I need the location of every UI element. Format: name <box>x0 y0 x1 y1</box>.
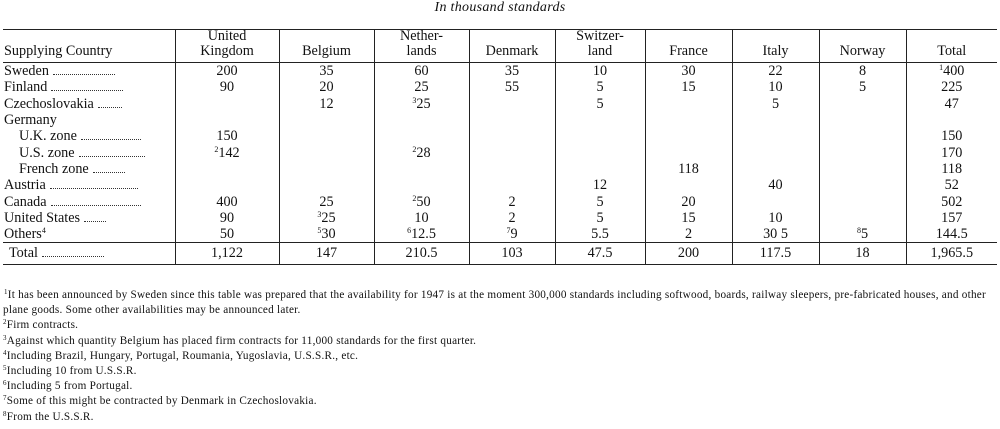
cell-value: 20 <box>319 79 334 96</box>
value-cell-it <box>732 112 819 128</box>
value-cell-ch <box>555 79 645 95</box>
cell-value: 150 <box>941 128 963 145</box>
value-cell-total <box>906 144 997 160</box>
table-subtitle: In thousand standards <box>434 0 566 15</box>
value-cell-nl <box>374 161 469 177</box>
country-cell <box>3 63 175 80</box>
footnote-text: Including Brazil, Hungary, Portugal, Roumania, Yugoslavia, U.S.S.R., etc. <box>6 349 359 362</box>
footnote-marker: 5 <box>317 226 322 236</box>
value-cell-uk <box>175 243 279 264</box>
cell-value: 1,965.5 <box>930 245 974 262</box>
cell-value: 55 <box>504 79 520 96</box>
dot-leader <box>51 196 141 206</box>
footnote-marker: 2 <box>214 144 219 154</box>
footnote <box>3 364 997 379</box>
footnote <box>3 288 997 318</box>
value-cell-uk <box>175 96 279 112</box>
cell-value: 60 <box>414 63 429 80</box>
country-cell <box>3 79 175 95</box>
cell-value: 2 <box>684 226 693 243</box>
dot-leader <box>98 98 122 108</box>
dot-leader <box>93 163 125 173</box>
country-name: Finland <box>4 79 48 96</box>
value-cell-ch <box>555 96 645 112</box>
cell-value: 35 <box>319 63 334 80</box>
value-cell-total <box>906 210 997 226</box>
value-cell-no <box>819 243 906 264</box>
footnote <box>3 379 997 394</box>
value-cell-no <box>819 79 906 95</box>
value-cell-dk <box>469 210 555 226</box>
footnote-text: From the U.S.S.R. <box>6 410 94 423</box>
cell-value: 9 <box>510 226 518 243</box>
value-cell-fr <box>645 210 732 226</box>
value-cell-uk <box>175 79 279 95</box>
value-cell-no <box>819 193 906 209</box>
value-cell-ch <box>555 210 645 226</box>
value-cell-ch <box>555 193 645 209</box>
value-cell-uk <box>175 112 279 128</box>
footnote-text: Some of this might be contracted by Denmark in Czechoslovakia. <box>6 395 317 408</box>
cell-value: 47 <box>944 95 959 112</box>
value-cell-ch <box>555 161 645 177</box>
cell-value: 90 <box>219 79 235 96</box>
value-cell-ch <box>555 63 645 80</box>
cell-value: 5 <box>596 95 604 112</box>
cell-value: 8 <box>858 63 867 80</box>
cell-value: 90 <box>219 209 235 226</box>
value-cell-uk <box>175 161 279 177</box>
footnote <box>3 318 997 333</box>
value-cell-fr <box>645 112 732 128</box>
value-cell-uk <box>175 63 279 80</box>
value-cell-total <box>906 193 997 209</box>
value-cell-it <box>732 144 819 160</box>
value-cell-total <box>906 177 997 193</box>
col-header-italy: Italy <box>732 29 819 63</box>
value-cell-total <box>906 112 997 128</box>
value-cell-ch <box>555 144 645 160</box>
footnote-text: Including 10 from U.S.S.R. <box>6 365 137 378</box>
value-cell-fr <box>645 128 732 144</box>
cell-value: 40 <box>768 177 783 194</box>
country-cell <box>3 112 175 128</box>
cell-value: 35 <box>504 63 520 80</box>
value-cell-nl <box>374 112 469 128</box>
value-cell-it <box>732 243 819 264</box>
value-cell-nl <box>374 144 469 160</box>
footnote-marker: 1 <box>939 63 944 73</box>
value-cell-it <box>732 63 819 80</box>
value-cell-be <box>279 177 374 193</box>
table-row <box>3 96 997 112</box>
footnote <box>3 334 997 349</box>
value-cell-dk <box>469 193 555 209</box>
value-cell-fr <box>645 79 732 95</box>
footnote-mark: 1 <box>4 288 8 296</box>
value-cell-total <box>906 128 997 144</box>
total-row <box>3 243 997 264</box>
table-row <box>3 210 997 226</box>
footnote-mark: 8 <box>3 409 7 418</box>
cell-value: 118 <box>941 160 963 177</box>
country-name: U.S. zone <box>19 144 75 161</box>
cell-value: 52 <box>944 177 959 194</box>
value-cell-fr <box>645 96 732 112</box>
value-cell-dk <box>469 79 555 95</box>
footnote <box>3 349 997 364</box>
value-cell-ch <box>555 243 645 264</box>
value-cell-fr <box>645 193 732 209</box>
country-cell <box>3 161 175 177</box>
value-cell-it <box>732 193 819 209</box>
country-cell <box>3 177 175 193</box>
value-cell-fr <box>645 226 732 243</box>
value-cell-ch <box>555 128 645 144</box>
footnote-mark: 6 <box>3 379 7 388</box>
value-cell-it <box>732 96 819 112</box>
footnote-text: Against which quantity Belgium has placed firm contracts for 11,000 standards for the first quarter. <box>6 334 477 347</box>
col-header-norway: Norway <box>819 29 906 63</box>
cell-value: 30 5 <box>763 226 788 243</box>
cell-value: 12 <box>592 177 608 194</box>
cell-value: 22 <box>768 63 783 80</box>
cell-value: 10 <box>768 209 783 226</box>
table-body <box>3 63 997 265</box>
value-cell-uk <box>175 177 279 193</box>
cell-value: 30 <box>321 226 336 243</box>
footnotes <box>3 288 997 425</box>
value-cell-nl <box>374 193 469 209</box>
cell-value: 400 <box>216 193 238 210</box>
dot-leader <box>51 81 123 91</box>
cell-value: 157 <box>941 209 963 226</box>
value-cell-total <box>906 243 997 264</box>
value-cell-ch <box>555 177 645 193</box>
value-cell-fr <box>645 177 732 193</box>
country-name: United States <box>4 209 81 226</box>
dot-leader <box>50 179 138 189</box>
footnote-text: Firm contracts. <box>6 319 79 332</box>
cell-value: 117.5 <box>759 245 792 262</box>
footnote-mark: 5 <box>3 364 7 373</box>
value-cell-dk <box>469 96 555 112</box>
col-header-denmark: Denmark <box>469 29 555 63</box>
value-cell-no <box>819 96 906 112</box>
value-cell-no <box>819 144 906 160</box>
cell-value: 2 <box>508 193 516 210</box>
cell-value: 5 <box>596 79 604 96</box>
value-cell-nl <box>374 243 469 264</box>
value-cell-fr <box>645 243 732 264</box>
value-cell-no <box>819 128 906 144</box>
value-cell-total <box>906 79 997 95</box>
col-header-switzerland: Switzer- land <box>555 29 645 63</box>
value-cell-uk <box>175 210 279 226</box>
dot-leader <box>81 130 141 140</box>
value-cell-be <box>279 193 374 209</box>
value-cell-it <box>732 161 819 177</box>
value-cell-fr <box>645 63 732 80</box>
country-cell <box>3 210 175 226</box>
footnote-marker: 2 <box>412 193 417 203</box>
country-cell <box>3 193 175 209</box>
country-name: Austria <box>4 177 46 194</box>
footnote-mark: 7 <box>3 394 7 403</box>
footnote-marker: 7 <box>506 226 511 236</box>
footnote-marker: 3 <box>412 95 417 105</box>
value-cell-fr <box>645 144 732 160</box>
footnote-mark: 2 <box>3 318 7 327</box>
col-header-belgium: Belgium <box>279 29 374 63</box>
footnote-mark: 3 <box>3 333 7 342</box>
value-cell-nl <box>374 210 469 226</box>
cell-value: 10 <box>414 209 429 226</box>
cell-value: 2 <box>508 209 516 226</box>
value-cell-it <box>732 79 819 95</box>
cell-value: 5 <box>596 209 604 226</box>
value-cell-no <box>819 226 906 243</box>
footnote-marker: 2 <box>412 144 417 154</box>
cell-value: 25 <box>319 193 334 210</box>
value-cell-be <box>279 63 374 80</box>
cell-value: 50 <box>416 193 431 210</box>
cell-value: 47.5 <box>587 245 613 262</box>
table-row <box>3 79 997 95</box>
col-header-country: Supplying Country <box>3 29 175 63</box>
value-cell-ch <box>555 112 645 128</box>
footnote-marker: 6 <box>407 226 412 236</box>
dot-leader <box>42 247 104 257</box>
country-cell <box>3 96 175 112</box>
cell-value: 30 <box>681 63 696 80</box>
cell-value: 150 <box>216 128 238 145</box>
cell-value: 25 <box>414 79 429 96</box>
value-cell-uk <box>175 226 279 243</box>
table-row <box>3 144 997 160</box>
cell-value: 170 <box>941 144 963 161</box>
footnote-text: It has been announced by Sweden since this table was prepared that the availability for 1947 is at the moment 300,000 standards including softwood, boards, railway sleepers, pre-fabricated houses, and other plane goods. Some other availabilities may be announced later. <box>3 289 986 317</box>
cell-value: 210.5 <box>405 245 438 262</box>
value-cell-uk <box>175 144 279 160</box>
country-cell <box>3 128 175 144</box>
value-cell-be <box>279 226 374 243</box>
value-cell-nl <box>374 177 469 193</box>
cell-value: 15 <box>681 79 696 96</box>
value-cell-no <box>819 210 906 226</box>
cell-value: 20 <box>681 193 696 210</box>
country-cell <box>3 226 175 243</box>
table-row <box>3 63 997 80</box>
table-row <box>3 161 997 177</box>
value-cell-be <box>279 79 374 95</box>
cell-value: 5.5 <box>591 226 609 243</box>
cell-value: 1,122 <box>211 245 243 262</box>
country-name: Sweden <box>4 63 49 80</box>
value-cell-dk <box>469 63 555 80</box>
cell-value: 142 <box>218 144 240 161</box>
col-header-total: Total <box>906 29 997 63</box>
cell-value: 10 <box>768 79 783 96</box>
value-cell-it <box>732 210 819 226</box>
value-cell-ch <box>555 226 645 243</box>
country-name: Canada <box>4 193 47 210</box>
value-cell-uk <box>175 193 279 209</box>
value-cell-be <box>279 112 374 128</box>
value-cell-total <box>906 96 997 112</box>
value-cell-dk <box>469 177 555 193</box>
cell-value: 147 <box>315 245 338 262</box>
cell-value: 50 <box>219 226 235 243</box>
cell-value: 5 <box>858 79 867 96</box>
footnote-mark: 4 <box>3 348 7 357</box>
value-cell-nl <box>374 63 469 80</box>
col-header-netherlands: Nether- lands <box>374 29 469 63</box>
value-cell-total <box>906 226 997 243</box>
country-name: U.K. zone <box>19 128 77 145</box>
value-cell-dk <box>469 161 555 177</box>
value-cell-no <box>819 63 906 80</box>
cell-value: 15 <box>681 209 696 226</box>
value-cell-it <box>732 226 819 243</box>
value-cell-dk <box>469 243 555 264</box>
value-cell-dk <box>469 144 555 160</box>
dot-leader <box>53 65 115 75</box>
table-row <box>3 112 997 128</box>
cell-value: 12 <box>319 95 334 112</box>
footnote-text: Including 5 from Portugal. <box>6 380 133 393</box>
cell-value: 10 <box>592 63 608 80</box>
footnote-marker: 3 <box>317 209 322 219</box>
cell-value: 118 <box>678 160 699 177</box>
country-cell <box>3 144 175 160</box>
value-cell-nl <box>374 79 469 95</box>
cell-value: 200 <box>677 245 700 262</box>
value-cell-be <box>279 96 374 112</box>
value-cell-dk <box>469 226 555 243</box>
cell-value: 5 <box>596 193 604 210</box>
value-cell-dk <box>469 128 555 144</box>
cell-value: 502 <box>941 193 963 210</box>
cell-value: 12.5 <box>411 226 436 243</box>
cell-value: 144.5 <box>935 226 968 243</box>
value-cell-uk <box>175 128 279 144</box>
value-cell-nl <box>374 96 469 112</box>
dot-leader <box>79 147 145 157</box>
country-cell <box>3 243 175 264</box>
table-row <box>3 177 997 193</box>
value-cell-no <box>819 177 906 193</box>
cell-value: 225 <box>941 79 963 96</box>
value-cell-no <box>819 112 906 128</box>
table-row <box>3 193 997 209</box>
value-cell-fr <box>645 161 732 177</box>
country-name: Others <box>4 226 42 243</box>
cell-value: 18 <box>855 245 870 262</box>
col-header-uk: United Kingdom <box>175 29 279 63</box>
dot-leader <box>84 212 106 222</box>
table-row <box>3 226 997 243</box>
value-cell-total <box>906 63 997 80</box>
value-cell-be <box>279 243 374 264</box>
value-cell-dk <box>469 112 555 128</box>
value-cell-total <box>906 161 997 177</box>
footnote <box>3 394 997 409</box>
value-cell-be <box>279 210 374 226</box>
value-cell-it <box>732 177 819 193</box>
cell-value: 5 <box>771 95 780 112</box>
value-cell-nl <box>374 226 469 243</box>
value-cell-be <box>279 161 374 177</box>
cell-value: 400 <box>943 63 965 80</box>
cell-value: 5 <box>860 226 869 243</box>
country-name: French zone <box>19 160 89 177</box>
country-name: Czechoslovakia <box>4 95 94 112</box>
header-row <box>3 29 997 63</box>
country-name: Total <box>9 245 38 262</box>
value-cell-be <box>279 144 374 160</box>
cell-value: 103 <box>501 245 523 262</box>
value-cell-be <box>279 128 374 144</box>
footnote <box>3 410 997 425</box>
footnote-marker: 8 <box>856 226 861 236</box>
value-cell-no <box>819 161 906 177</box>
country-name: Germany <box>4 112 57 129</box>
table-row <box>3 128 997 144</box>
cell-value: 28 <box>416 144 431 161</box>
cell-value: 200 <box>216 63 238 80</box>
cell-value: 25 <box>321 209 336 226</box>
cell-value: 25 <box>416 95 431 112</box>
value-cell-it <box>732 128 819 144</box>
supply-table <box>3 29 997 265</box>
footnote-marker: 4 <box>41 226 46 236</box>
col-header-france: France <box>645 29 732 63</box>
value-cell-nl <box>374 128 469 144</box>
